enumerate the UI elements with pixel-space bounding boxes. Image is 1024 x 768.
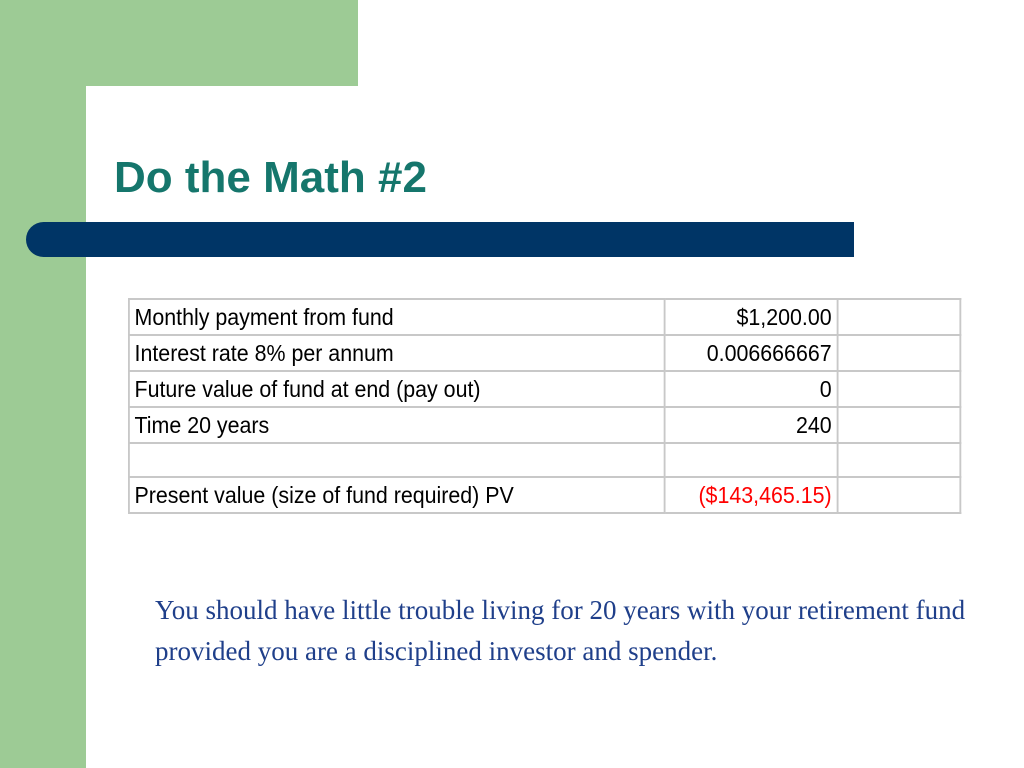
row-empty-cell xyxy=(837,443,960,477)
row-label: Interest rate 8% per annum xyxy=(129,335,665,371)
top-band-decoration xyxy=(0,0,358,86)
row-value: 240 xyxy=(664,407,837,443)
side-band-decoration xyxy=(0,0,86,768)
present-value-label: Present value (size of fund required) PV xyxy=(129,477,665,513)
row-label: Time 20 years xyxy=(129,407,665,443)
row-empty-cell xyxy=(837,335,960,371)
slide-title: Do the Math #2 xyxy=(114,153,427,202)
row-value: 0.006666667 xyxy=(664,335,837,371)
row-label: Future value of fund at end (pay out) xyxy=(129,371,665,407)
row-empty-cell xyxy=(837,371,960,407)
table-row-blank xyxy=(129,443,960,477)
table-row xyxy=(129,371,960,407)
row-empty-cell xyxy=(837,407,960,443)
calculation-table xyxy=(128,298,961,514)
row-value: 0 xyxy=(664,371,837,407)
table-row xyxy=(129,407,960,443)
table-row xyxy=(129,335,960,371)
row-value xyxy=(664,443,837,477)
row-empty-cell xyxy=(837,299,960,335)
row-value: $1,200.00 xyxy=(664,299,837,335)
conclusion-paragraph: You should have little trouble living for 20 years with your retirement fund provided you are a disciplined investor and spender. xyxy=(155,595,966,666)
present-value-result: ($143,465.15) xyxy=(664,477,837,513)
table-row xyxy=(129,299,960,335)
row-empty-cell xyxy=(837,477,960,513)
table-row-result xyxy=(129,477,960,513)
row-label: Monthly payment from fund xyxy=(129,299,665,335)
title-accent-bar xyxy=(26,222,854,257)
row-label xyxy=(129,443,665,477)
